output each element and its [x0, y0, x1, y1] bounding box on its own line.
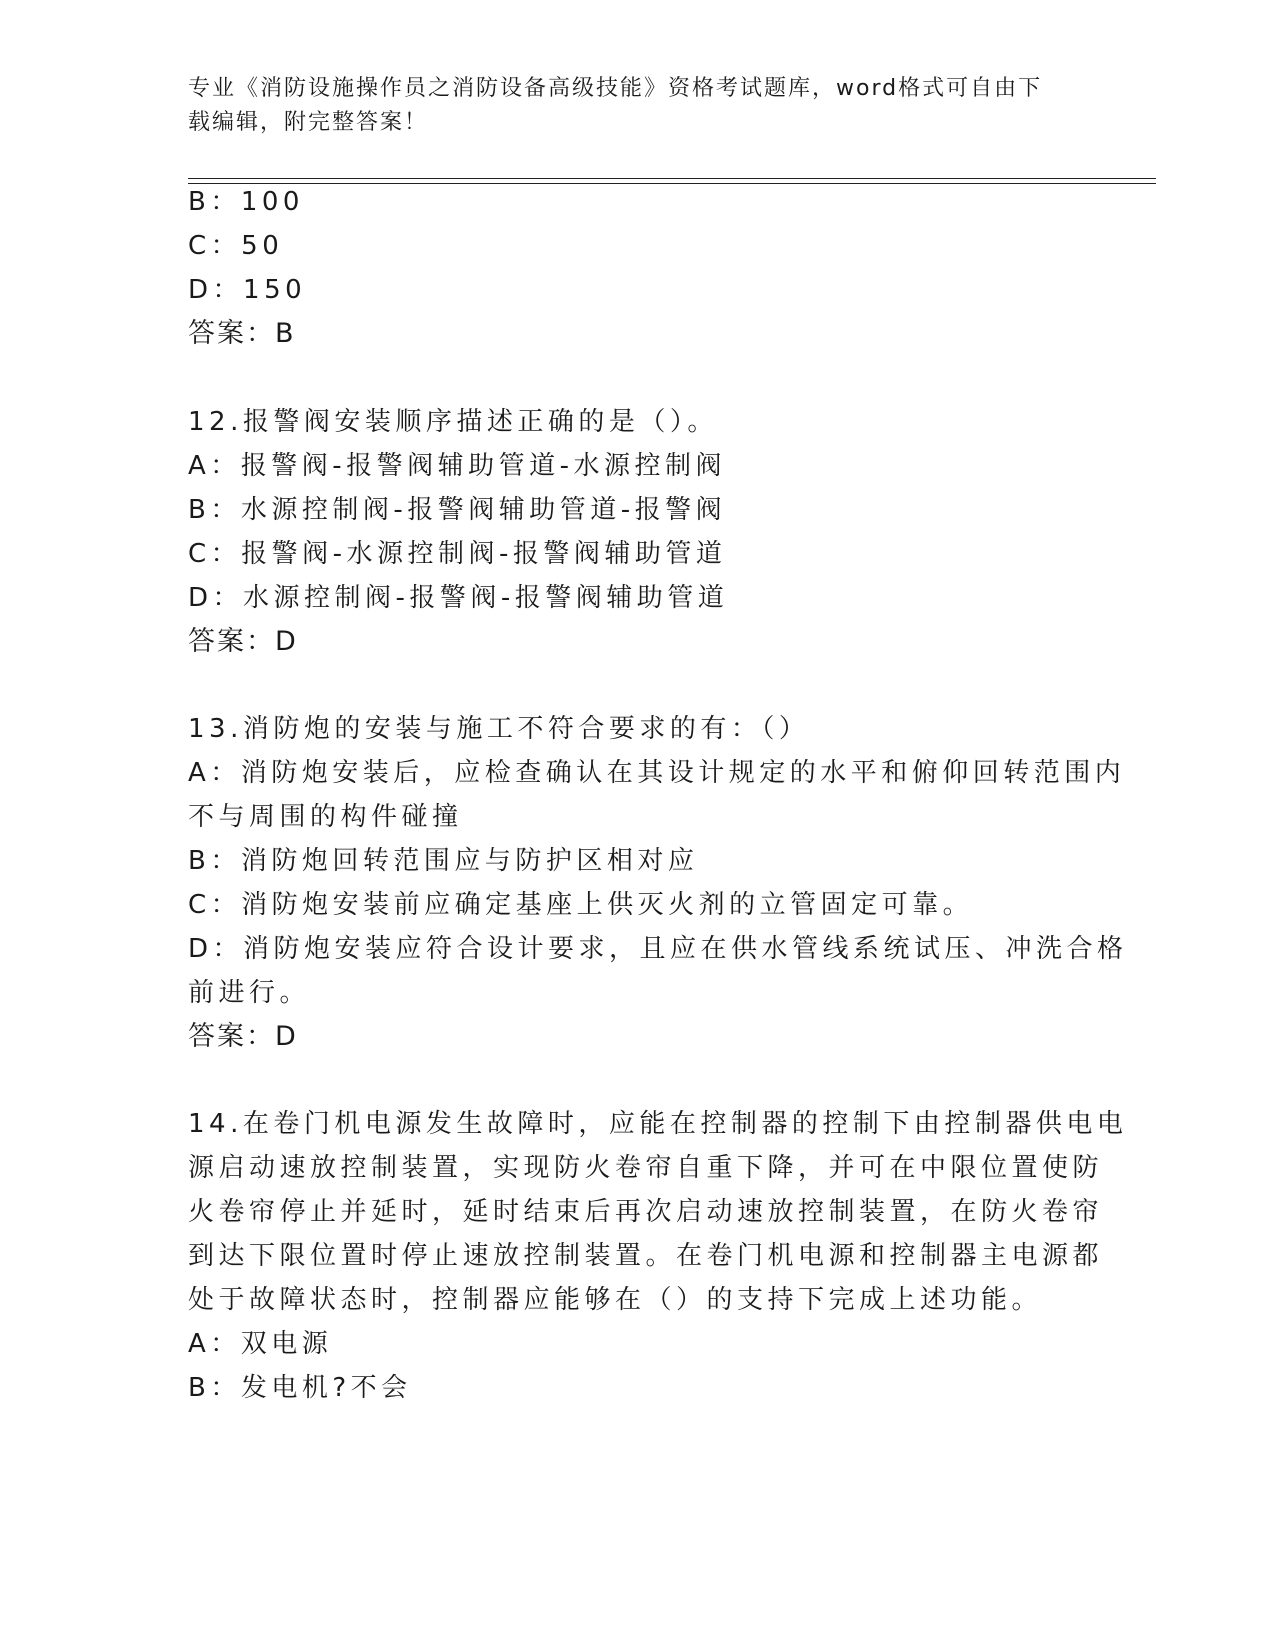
q14-option-a: A：双电源: [188, 1329, 333, 1359]
q14-stem-line-1: 14.在卷门机电源发生故障时，应能在控制器的控制下由控制器供电电: [188, 1109, 1128, 1139]
header-divider-top: [188, 178, 1156, 179]
document-header: [188, 72, 1088, 140]
q12-option-b: B：水源控制阀-报警阀辅助管道-报警阀: [188, 495, 727, 525]
q12-option-a: A：报警阀-报警阀辅助管道-水源控制阀: [188, 451, 727, 481]
q12-stem: 12.报警阀安装顺序描述正确的是（）。: [188, 407, 718, 437]
q13-option-b: B：消防炮回转范围应与防护区相对应: [188, 846, 699, 876]
q14-stem-line-3: 火卷帘停止并延时，延时结束后再次启动速放控制装置，在防火卷帘: [188, 1197, 1104, 1227]
q13-option-a-line-2: 不与周围的构件碰撞: [188, 802, 463, 832]
q11-option-b: B：100: [188, 187, 304, 217]
header-line-1: 专业《消防设施操作员之消防设备高级技能》资格考试题库，word格式可自由下: [188, 76, 1043, 101]
q14-option-b: B：发电机?不会: [188, 1373, 412, 1403]
q13-option-d-line-1: D：消防炮安装应符合设计要求，且应在供水管线系统试压、冲洗合格: [188, 934, 1128, 964]
header-divider-bottom: [188, 183, 1156, 184]
q12-option-c: C：报警阀-水源控制阀-报警阀辅助管道: [188, 539, 727, 569]
q14-stem-line-2: 源启动速放控制装置，实现防火卷帘自重下降，并可在中限位置使防: [188, 1153, 1104, 1183]
q13-answer: 答案：D: [188, 1021, 298, 1052]
q14-stem-line-4: 到达下限位置时停止速放控制装置。在卷门机电源和控制器主电源都: [188, 1241, 1104, 1271]
q13-option-a-line-1: A：消防炮安装后，应检查确认在其设计规定的水平和俯仰回转范围内: [188, 758, 1126, 788]
q13-stem: 13.消防炮的安装与施工不符合要求的有：（）: [188, 714, 810, 744]
q12-option-d: D：水源控制阀-报警阀-报警阀辅助管道: [188, 583, 729, 613]
q11-option-c: C：50: [188, 231, 284, 261]
q14-stem-line-5: 处于故障状态时，控制器应能够在（）的支持下完成上述功能。: [188, 1285, 1043, 1315]
header-line-2: 载编辑，附完整答案！: [188, 110, 429, 135]
q12-answer: 答案：D: [188, 626, 298, 657]
q11-answer: 答案：B: [188, 318, 296, 349]
q11-option-d: D：150: [188, 275, 307, 305]
q13-option-d-line-2: 前进行。: [188, 978, 311, 1008]
q13-option-c: C：消防炮安装前应确定基座上供灭火剂的立管固定可靠。: [188, 890, 974, 920]
